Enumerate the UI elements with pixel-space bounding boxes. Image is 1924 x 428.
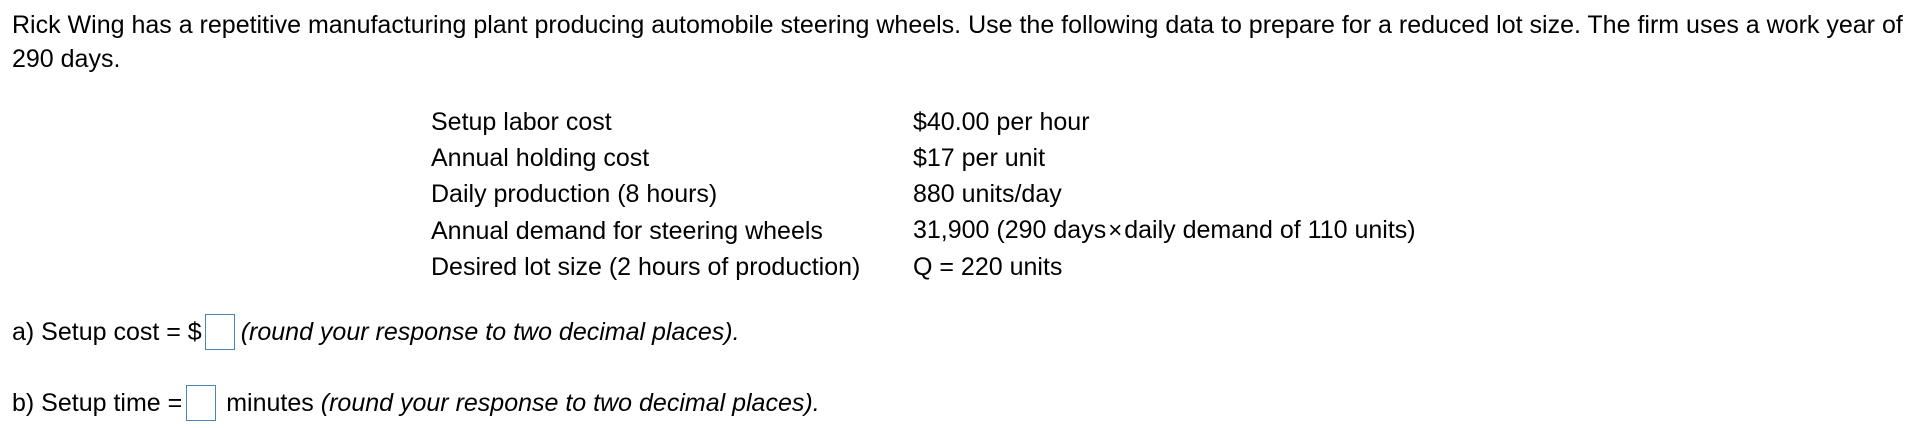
data-value-part: 31,900 (290 days — [913, 216, 1107, 244]
data-row-daily-production — [431, 176, 1416, 212]
question-b-hint: (round your response to two decimal places). — [320, 389, 820, 417]
data-value: $17 per unit — [913, 144, 1046, 172]
data-value: $40.00 per hour — [913, 108, 1090, 136]
times-symbol: × — [1108, 217, 1123, 244]
setup-time-input[interactable] — [186, 385, 216, 421]
data-row-annual-holding-cost — [431, 140, 1416, 176]
question-b — [12, 383, 820, 423]
data-value-part: daily demand of 110 units) — [1124, 216, 1416, 244]
question-b-unit: minutes — [226, 389, 314, 417]
question-a-hint: (round your response to two decimal places). — [240, 318, 740, 346]
question-b-prefix: b) Setup time = — [12, 389, 183, 417]
data-row-annual-demand — [431, 212, 1416, 249]
data-row-setup-labor-cost — [431, 104, 1416, 140]
data-value — [913, 212, 1416, 249]
data-label: Setup labor cost — [431, 108, 612, 136]
setup-cost-input[interactable] — [205, 314, 235, 350]
data-label: Annual holding cost — [431, 144, 650, 172]
problem-statement: Rick Wing has a repetitive manufacturing plant producing automobile steering wheels. Use the following data to prepare for a reduced lot size. The firm uses a work year of 290 days. — [12, 11, 1903, 73]
given-data-table — [431, 104, 1416, 285]
data-label: Desired lot size (2 hours of production) — [431, 253, 861, 281]
data-row-desired-lot-size — [431, 249, 1416, 285]
data-value: Q = 220 units — [913, 253, 1063, 281]
data-value: 880 units/day — [913, 180, 1062, 208]
question-a-prefix: a) Setup cost = $ — [12, 318, 202, 346]
data-label: Daily production (8 hours) — [431, 180, 718, 208]
data-label: Annual demand for steering wheels — [431, 216, 823, 245]
question-a — [12, 312, 740, 352]
